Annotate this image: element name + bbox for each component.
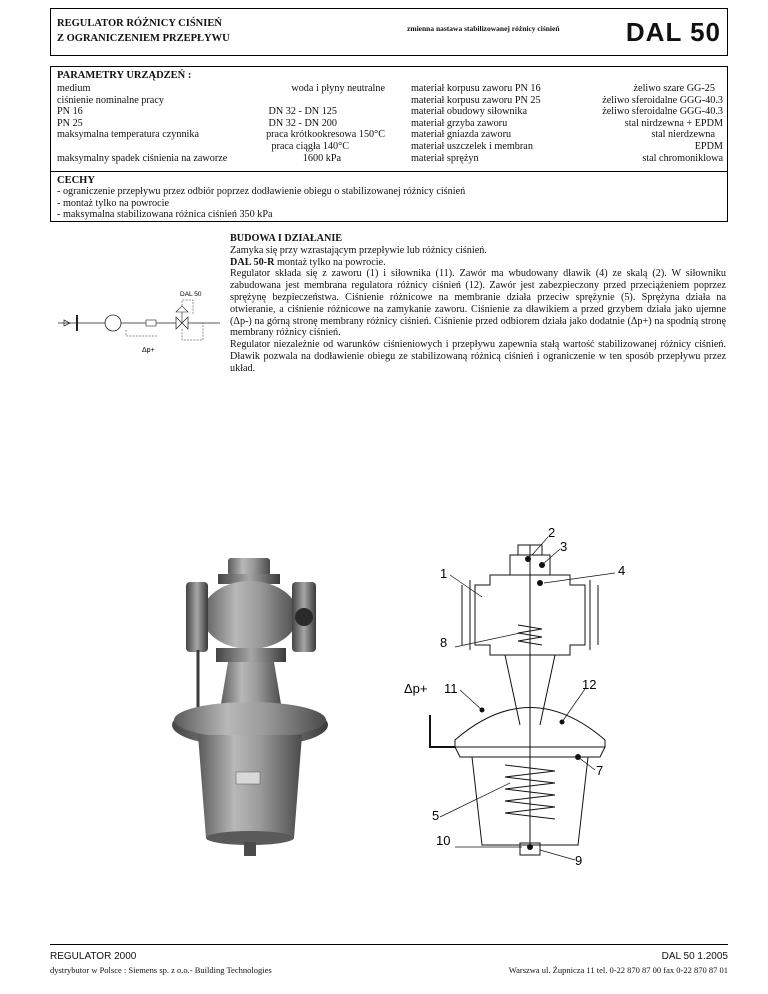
- valve-schematic-diagram: [58, 270, 238, 360]
- parameters-left-column: [57, 83, 385, 164]
- regulator-photo: [170, 520, 370, 870]
- description-p1: Zamyka się przy wzrastającym przepływie lub różnicy ciśnień.: [230, 244, 487, 256]
- header-subtitle: zmienna nastawa stabilizowanej różnicy ciśnień: [407, 24, 560, 33]
- footer-brand: REGULATOR 2000: [50, 951, 137, 962]
- param-row: praca ciągła 140°C: [271, 140, 349, 152]
- features-title: CECHY: [57, 175, 95, 186]
- schematic-dp-label: Δp+: [142, 347, 155, 354]
- footer-doc-version: DAL 50 1.2005: [661, 951, 728, 962]
- feature-item: - maksymalna stabilizowana różnica ciśnień 350 kPa: [57, 209, 273, 221]
- description-title: BUDOWA I DZIAŁANIE: [230, 233, 343, 244]
- model-variant: DAL 50-R: [230, 256, 275, 268]
- regulator-cross-section: [404, 525, 650, 875]
- callout-10: 10: [436, 833, 451, 848]
- header-title-line1: REGULATOR RÓŻNICY CIŚNIEŃ: [57, 18, 222, 29]
- param-row: medium woda i płyny neutralne: [57, 83, 385, 94]
- param-row: materiał obudowy siłownika żeliwo sferoidalne GGG-40.3: [411, 106, 723, 118]
- feature-item: - montaż tylko na powrocie: [57, 197, 170, 209]
- callout-2: 2: [548, 525, 556, 540]
- param-row: maksymalny spadek ciśnienia na zaworze 1600 kPa: [57, 152, 341, 164]
- param-row: materiał korpusu zaworu PN 25 żeliwo sferoidalne GGG-40.3: [411, 94, 723, 106]
- param-row: materiał gniazda zaworu stal nierdzewna: [411, 129, 715, 141]
- param-row: maksymalna temperatura czynnika praca krótkookresowa 150°C: [57, 129, 385, 141]
- document-footer: [50, 944, 728, 975]
- callout-3: 3: [560, 539, 568, 554]
- document-header: [50, 8, 728, 56]
- description-p2: DAL 50-R montaż tylko na powrocie.: [230, 256, 386, 268]
- features-section: [50, 172, 728, 222]
- section-dp-label: Δp+: [404, 681, 428, 696]
- schematic-label: DAL 50: [180, 291, 202, 298]
- callout-12: 12: [582, 677, 597, 692]
- parameters-title: PARAMETRY URZĄDZEŃ :: [57, 70, 192, 81]
- feature-item: - ograniczenie przepływu przez odbiór poprzez dodławienie obiegu o stabilizowanej różnicy ciśnień: [57, 186, 466, 197]
- param-row: PN 16 DN 32 - DN 125: [57, 106, 337, 118]
- param-row: materiał grzyba zaworu stal nirdzewna + EPDM: [411, 117, 723, 129]
- callout-7: 7: [596, 763, 604, 778]
- footer-distributor: dystrybutor w Polsce : Siemens sp. z o.o.- Building Technologies: [50, 965, 272, 975]
- param-row: materiał sprężyn stal chromoniklowa: [411, 152, 723, 164]
- param-row: materiał uszczelek i membran EPDM: [411, 140, 723, 152]
- callout-8: 8: [440, 635, 448, 650]
- parameters-right-column: [411, 83, 723, 164]
- description-p4: Regulator niezależnie od warunków ciśnieniowych i przepływu zapewnia stałą wartość stabilizowanej różnicy ciśnień. Dławik pozwala na dodławienie obiegu ze stabilizowaną różnicą ciśnień i ograniczenie w ten sposób przepływu przez układ.: [230, 339, 726, 374]
- callout-1: 1: [440, 566, 448, 581]
- description-p3: Regulator składa się z zaworu (1) i siłownika (11). Zawór ma wbudowany dławik (4) ze skalą (2). W siłowniku zabudowana jest membrana regulatora różnicy ciśnień (12). Zawór jest zabezpieczony przed przeciążeniem poprzez sprężynę bezpieczeństwa. Ciśnienie różnicowe na membranie działa przeciw sprężynie (5). Sprężyna działa na otwieranie, a ciśnienie różnicowe na zamykanie zaworu. Ciśnienie za dławikiem a przed grzybem działa jako ujemne (Δp-) na górną stronę membrany różnicy ciśnień. Ciśnienie przed odbiorem działa jako dodatnie (Δp+) na spodnią stronę membrany różnicy ciśnień.: [230, 268, 726, 339]
- parameters-section: [50, 66, 728, 172]
- construction-description: [230, 233, 726, 375]
- callout-5: 5: [432, 808, 440, 823]
- param-row: materiał korpusu zaworu PN 16 żeliwo szare GG-25: [411, 83, 715, 94]
- param-row: ciśnienie nominalne pracy: [57, 94, 164, 106]
- callout-4: 4: [618, 563, 626, 578]
- header-title-line2: Z OGRANICZENIEM PRZEPŁYWU: [57, 33, 230, 44]
- footer-address: Warszwa ul. Żupnicza 11 tel. 0-22 870 87 00 fax 0-22 870 87 01: [508, 965, 728, 975]
- product-code: DAL 50: [625, 17, 721, 47]
- features-list: [57, 186, 465, 221]
- callout-11: 11: [444, 681, 458, 696]
- param-row: PN 25 DN 32 - DN 200: [57, 117, 337, 129]
- callout-9: 9: [575, 853, 583, 868]
